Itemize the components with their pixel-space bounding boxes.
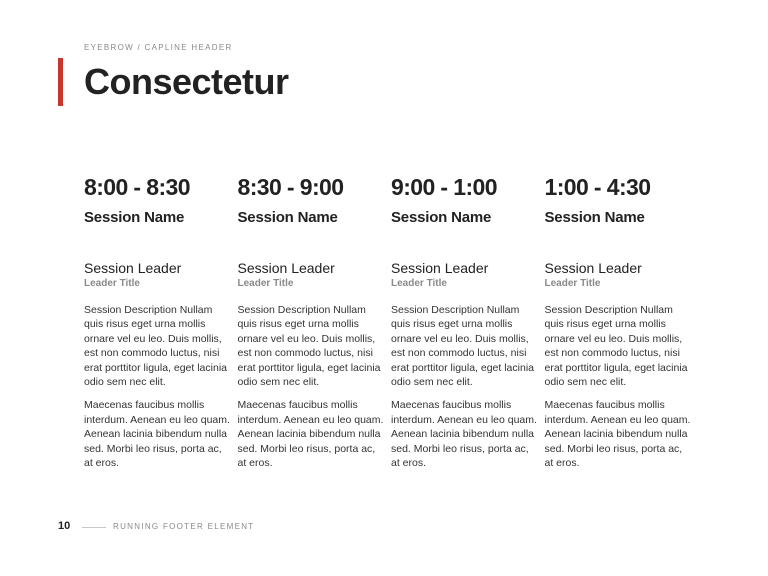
session-leader: Session Leader [544, 260, 642, 276]
session-description-secondary: Maecenas faucibus mollis interdum. Aenean eu leo quam. Aenean lacinia bibendum nulla sed. Morbi leo risus, porta ac, at eros. [544, 399, 691, 470]
session-description-secondary: Maecenas faucibus mollis interdum. Aenean eu leo quam. Aenean lacinia bibendum nulla sed. Morbi leo risus, porta ac, at eros. [237, 399, 384, 470]
page-number: 10 [58, 520, 71, 532]
footer-divider [82, 527, 106, 528]
leader-title: Leader Title [237, 278, 294, 289]
session-description: Session Description Nullam quis risus eget urna mollis ornare vel eu leo. Duis mollis, est non commodo luctus, nisi erat porttitor ligula, eget lacinia odio sem nec elit. [84, 304, 227, 389]
accent-bar [58, 58, 63, 106]
eyebrow-header: EYEBROW / CAPLINE HEADER [84, 43, 233, 52]
leader-title: Leader Title [84, 278, 140, 289]
session-time: 9:00 - 1:00 [391, 174, 497, 200]
session-description-secondary: Maecenas faucibus mollis interdum. Aenean eu leo quam. Aenean lacinia bibendum nulla sed. Morbi leo risus, porta ac, at eros. [391, 399, 537, 470]
session-name: Session Name [544, 209, 645, 226]
session-time: 8:00 - 8:30 [84, 174, 190, 200]
session-column [238, 172, 392, 470]
session-leader: Session Leader [391, 260, 489, 276]
session-description-secondary: Maecenas faucibus mollis interdum. Aenean eu leo quam. Aenean lacinia bibendum nulla sed. Morbi leo risus, porta ac, at eros. [84, 399, 230, 470]
page-title: Consectetur [84, 61, 289, 102]
session-column [391, 172, 545, 470]
session-time: 8:30 - 9:00 [237, 174, 344, 200]
session-name: Session Name [391, 209, 492, 226]
session-time: 1:00 - 4:30 [544, 174, 651, 200]
session-column [545, 172, 699, 470]
session-leader: Session Leader [84, 260, 182, 276]
running-footer: RUNNING FOOTER ELEMENT [113, 522, 255, 531]
session-description: Session Description Nullam quis risus eget urna mollis ornare vel eu leo. Duis mollis, est non commodo luctus, nisi erat porttitor ligula, eget lacinia odio sem nec elit. [544, 304, 688, 389]
session-columns [84, 172, 694, 470]
session-description: Session Description Nullam quis risus eget urna mollis ornare vel eu leo. Duis mollis, est non commodo luctus, nisi erat porttitor ligula, eget lacinia odio sem nec elit. [237, 304, 381, 389]
session-name: Session Name [237, 209, 338, 226]
session-name: Session Name [84, 209, 185, 226]
leader-title: Leader Title [391, 278, 447, 289]
leader-title: Leader Title [544, 278, 601, 289]
session-leader: Session Leader [237, 260, 335, 276]
session-column [84, 172, 238, 470]
session-description: Session Description Nullam quis risus eget urna mollis ornare vel eu leo. Duis mollis, est non commodo luctus, nisi erat porttitor ligula, eget lacinia odio sem nec elit. [391, 304, 534, 389]
